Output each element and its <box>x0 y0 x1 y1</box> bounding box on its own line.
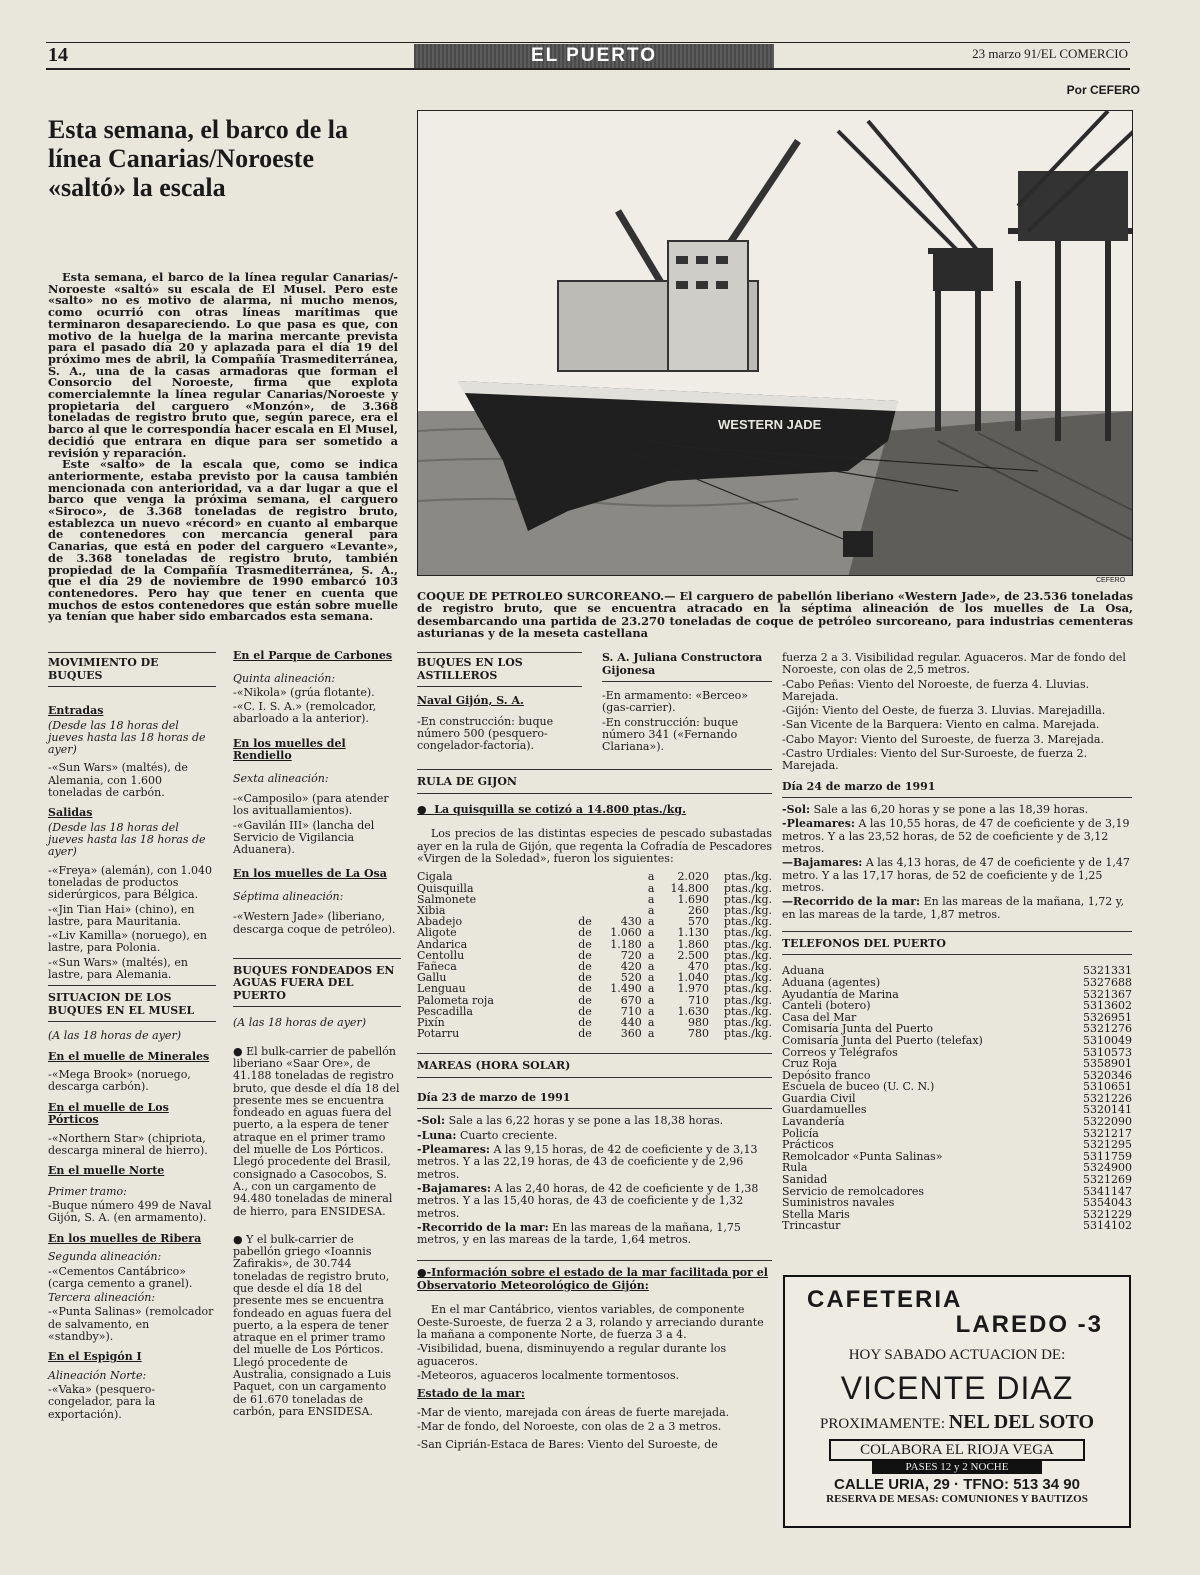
price-to: 1.630 <box>677 1004 709 1018</box>
price-unit: ptas./kg. <box>723 1004 772 1018</box>
price-species: Pescadilla <box>417 1004 473 1018</box>
price-row <box>417 905 772 916</box>
price-to: 470 <box>687 960 709 973</box>
info-title: ●-Información sobre el estado de la mar facilitada por el Observatorio Meteorológico de Gijón: <box>417 1266 768 1292</box>
lead-paragraph: Este «salto» de la escala que, como se indica anteriormente, estaba previsto por la causa también mencionada con anterioridad, va a dar lugar a que el barco que venga la próxima semana, el carguero «Siroco», de 3.368 toneladas de registro bruto, establezca un nuevo «récord» en cuanto al embarque de contenedores con mercancía general para Canarias, que está en poder del carguero «Levante», de 3.368 toneladas de registro bruto, también propiedad de la Compañía Trasmediterránea, S. A., que el día 29 de noviembre de 1990 embarcó 103 contenedores. Pero hay que tener en cuenta que muchos de estos contenedores que están sobre muelle ya tenían que haber sido embarcados esta semana. <box>48 457 398 624</box>
ad-line1: CAFETERIA <box>807 1286 963 1313</box>
salida-item: -«Liv Kamilla» (noruego), en lastre, para Polonia. <box>48 929 207 955</box>
ad-pases: PASES 12 y 2 NOCHE <box>872 1461 1042 1474</box>
tide-entry <box>782 804 1132 816</box>
rula-intro: Los precios de las distintas especies de pescado subastadas ayer en la rula de Gijón, que regenta la Cofradía de Pescadores «Virgen de la Soledad», fueron los siguientes: <box>417 827 772 866</box>
price-a: a <box>647 892 655 906</box>
phone-table <box>782 965 1132 1232</box>
ad-artist: VICENTE DIAZ <box>840 1370 1074 1406</box>
price-unit: ptas./kg. <box>723 971 772 985</box>
parque-item: -«Nikola» (grúa flotante). <box>233 685 375 699</box>
osa-item: -«Western Jade» (liberiano, descarga coque de petróleo). <box>233 910 396 936</box>
price-de <box>572 871 597 882</box>
estado-title: Estado de la mar: <box>417 1387 525 1401</box>
price-to: 980 <box>687 1016 709 1030</box>
price-to: 2.500 <box>677 948 709 962</box>
phone-service: Guardamuelles <box>782 1103 867 1117</box>
porticos-title: En el muelle de Los Pórticos <box>48 1100 169 1127</box>
phone-number: 5310651 <box>1083 1080 1132 1094</box>
ribera-item: -«Cementos Cantábrico» (carga cemento a granel). <box>48 1264 193 1290</box>
phone-service: Escuela de buceo (U. C. N.) <box>782 1080 935 1094</box>
lead-article <box>48 272 398 623</box>
price-row <box>417 1017 772 1028</box>
phone-number: 5321331 <box>1083 964 1132 978</box>
price-species: Cigala <box>417 870 453 884</box>
price-from: 360 <box>620 1027 642 1041</box>
rula-headline: ● La quisquilla se cotizó a 14.800 ptas./kg. <box>417 802 686 816</box>
phone-service: Remolcador «Punta Salinas» <box>782 1149 943 1163</box>
header-bottom-rule <box>46 68 1130 70</box>
juliana-item: -En armamento: «Berceo» (gas-carrier). <box>602 689 749 715</box>
phone-number: 5321269 <box>1083 1173 1132 1187</box>
price-a: a <box>647 982 655 996</box>
price-de <box>572 894 597 905</box>
entradas-title: Entradas <box>48 704 104 717</box>
byline: Por CEFERO <box>1066 83 1140 97</box>
salidas-title: Salidas <box>48 806 93 820</box>
fondeados-note: (A las 18 horas de ayer) <box>233 1016 366 1030</box>
column-mareas <box>782 652 1132 1232</box>
tide-entry <box>782 857 1132 894</box>
tide-label: -Bajamares: <box>417 1181 491 1195</box>
price-to: 2.020 <box>677 870 709 884</box>
rendiello-sub: Sexta alineación: <box>233 771 329 785</box>
estado-cont: fuerza 2 a 3. Visibilidad regular. Aguaceros. Mar de fondo del Noroeste, con olas de 2,5 metros. <box>782 651 1126 677</box>
ribera-sub: Tercera alineación: <box>48 1291 156 1305</box>
price-unit: ptas./kg. <box>723 937 772 951</box>
tide-text: A las 9,15 horas, de 42 de coeficiente y de 3,13 metros. Y a las 22,19 horas, de 43 de coeficiente y de 2,96 metros. <box>417 1143 758 1181</box>
price-a: a <box>647 948 655 962</box>
dia24-title: Día 24 de marzo de 1991 <box>782 779 936 793</box>
estado-item: -San Ciprián-Estaca de Bares: Viento del Suroeste, de <box>417 1438 718 1452</box>
price-unit: ptas./kg. <box>723 1027 772 1041</box>
norte-title: En el muelle Norte <box>48 1164 165 1178</box>
salida-item: -«Sun Wars» (maltés), en lastre, para Alemania. <box>48 955 188 982</box>
phone-service: Suministros navales <box>782 1196 895 1210</box>
tide-entry <box>417 1115 772 1127</box>
phone-number: 5310573 <box>1083 1045 1132 1059</box>
tide-text: En las mareas de la mañana, 1,72 y, en las mareas de la tarde, 1,87 metros. <box>782 895 1125 921</box>
phone-row <box>782 1116 1132 1128</box>
tide-text: Sale a las 6,22 horas y se pone a las 18,38 horas. <box>448 1114 724 1128</box>
price-from: 710 <box>620 1004 642 1018</box>
ribera-title: En los muelles de Ribera <box>48 1231 202 1245</box>
phone-number: 5326951 <box>1083 1010 1132 1024</box>
phone-row <box>782 1058 1132 1070</box>
espigon-title: En el Espigón I <box>48 1350 142 1364</box>
phone-service: Comisaría Junta del Puerto <box>782 1022 933 1036</box>
photo-caption: COQUE DE PETROLEO SURCOREANO.— El carguero de pabellón liberiano «Western Jade», de 23.536 toneladas de registro bruto, que se encuentra atracado en la séptima alineación de los muelles de La Osa, desembarcando una partida de 23.270 toneladas de coque de petróleo surcoreano, para industrias cementeras asturianas y de la meseta castellana <box>417 589 1133 641</box>
tide-entry <box>782 896 1132 921</box>
rendiello-title: En los muelles del Rendiello <box>233 736 346 763</box>
price-row <box>417 1006 772 1017</box>
phone-number: 5321229 <box>1083 1207 1132 1221</box>
estado-cont: -Cabo Peñas: Viento del Noroeste, de fuerza 4. Lluvias. Marejada. <box>782 677 1090 703</box>
phone-service: Rula <box>782 1161 808 1175</box>
price-from: 1.490 <box>610 982 642 996</box>
naval-title: Naval Gijón, S. A. <box>417 694 524 707</box>
salidas-note: (Desde las 18 horas del jueves hasta las 18 horas de ayer) <box>48 820 206 859</box>
phone-service: Servicio de remolcadores <box>782 1184 925 1198</box>
fondeados-title: BUQUES FONDEADOS EN AGUAS FUERA DEL PUERTO <box>233 958 401 1003</box>
price-species: Palometa roja <box>417 993 494 1007</box>
price-de: de <box>578 971 592 985</box>
price-from <box>598 871 642 882</box>
phone-service: Trincastur <box>782 1219 841 1233</box>
fondeado-item: ● Y el bulk-carrier de pabellón griego «Ioannis Zafirakis», de 30.744 toneladas de registro bruto, que desde el día 18 del presente mes se encuentra fondeado en aguas fuera del puerto, a la espera de tener atraque en el primer tramo del muelle de Los Pórticos. Llegó procedente de Australia, consignado a Luis Paquet, con un cargamento de 61.670 toneladas de carbón, para ENSIDESA. <box>233 1232 392 1418</box>
estado-item: -Mar de viento, marejada con áreas de fuerte marejada. <box>417 1405 730 1419</box>
price-species: Fañeca <box>417 960 457 973</box>
phone-service: Depósito franco <box>782 1068 871 1082</box>
phone-service: Casa del Mar <box>782 1010 857 1024</box>
price-de: de <box>578 960 592 973</box>
price-to: 710 <box>687 993 709 1007</box>
price-a: a <box>647 971 655 985</box>
espigon-sub: Alineación Norte: <box>48 1368 147 1382</box>
price-from: 440 <box>620 1016 642 1030</box>
phone-row <box>782 977 1132 989</box>
price-de: de <box>578 982 592 996</box>
parque-title: En el Parque de Carbones <box>233 649 393 662</box>
price-unit: ptas./kg. <box>723 993 772 1007</box>
mareas-title: MAREAS (HORA SOLAR) <box>417 1053 772 1073</box>
info-text: En el mar Cantábrico, vientos variables, de componente Oeste-Suroeste, de fuerza 2 a 3, rolando y arreciando durante la mañana a componente Norte, de fuerza 3 a 4. <box>417 1303 764 1341</box>
tide-label: -Sol: <box>782 803 811 817</box>
ship-illustration <box>418 111 1133 576</box>
phone-number: 5321217 <box>1083 1126 1132 1140</box>
price-row <box>417 972 772 983</box>
estado-item: -Mar de fondo, del Noroeste, con olas de 2 a 3 metros. <box>417 1419 722 1433</box>
column-parque <box>233 650 401 1418</box>
price-unit: ptas./kg. <box>723 892 772 906</box>
price-species: Salmonete <box>417 892 477 906</box>
price-a: a <box>647 915 655 929</box>
price-to: 14.800 <box>670 881 709 895</box>
phone-number: 5321295 <box>1083 1138 1132 1152</box>
price-from: 520 <box>620 971 642 985</box>
tide-text: Cuarto creciente. <box>459 1128 558 1142</box>
price-row <box>417 939 772 950</box>
salida-item: -«Freya» (alemán), con 1.040 toneladas de productos siderúrgicos, para Bélgica. <box>48 863 212 902</box>
dia23-title: Día 23 de marzo de 1991 <box>417 1090 571 1104</box>
price-species: Potarru <box>417 1027 460 1041</box>
price-unit: ptas./kg. <box>723 870 772 884</box>
ribera-item: -«Punta Salinas» (remolcador de salvamento, en «standby»). <box>48 1305 214 1343</box>
price-species: Xibia <box>417 903 446 917</box>
hull-name: WESTERN JADE <box>718 417 822 432</box>
price-to: 1.690 <box>677 892 709 906</box>
price-species: Quisquilla <box>417 881 474 895</box>
price-row <box>417 916 772 927</box>
phone-service: Correos y Telégrafos <box>782 1045 898 1059</box>
ad-line2: LAREDO -3 <box>955 1311 1103 1338</box>
phone-row <box>782 1220 1132 1232</box>
dia24-list <box>782 804 1132 921</box>
phone-number: 5354043 <box>1083 1196 1132 1210</box>
ad-address: CALLE URIA, 29 · TFNO: 513 34 90 <box>834 1476 1080 1493</box>
estado-cont: -San Vicente de la Barquera: Viento en calma. Marejada. <box>782 718 1100 732</box>
price-species: Gallu <box>417 971 447 985</box>
price-to: 1.040 <box>677 971 709 985</box>
price-unit: ptas./kg. <box>723 960 772 973</box>
price-from <box>598 883 642 894</box>
bullet-icon: ● <box>233 1044 247 1058</box>
price-row <box>417 950 772 961</box>
phone-service: Stella Maris <box>782 1207 850 1221</box>
rendiello-item: -«Gavilán III» (lancha del Servicio de Vigilancia Aduanera). <box>233 818 375 857</box>
price-from <box>598 894 642 905</box>
phone-row <box>782 1128 1132 1140</box>
price-unit: ptas./kg. <box>723 948 772 962</box>
price-from: 720 <box>620 948 642 962</box>
phone-number: 5322090 <box>1083 1115 1132 1129</box>
phone-row <box>782 1035 1132 1047</box>
price-de: de <box>578 993 592 1007</box>
column-astilleros <box>417 652 772 1452</box>
ad-sub1: HOY SABADO ACTUACION DE: <box>848 1347 1066 1363</box>
phone-number: 5321367 <box>1083 987 1132 1001</box>
headline: Esta semana, el barco de la línea Canarias/Noroeste «saltó» la escala <box>48 115 348 202</box>
phone-number: 5320141 <box>1083 1103 1132 1117</box>
price-a: a <box>647 937 655 951</box>
juliana-item: -En construcción: buque número 341 («Fernando Clariana»). <box>602 715 739 754</box>
price-unit: ptas./kg. <box>723 881 772 895</box>
phone-service: Guardia Civil <box>782 1091 856 1105</box>
dia23-list <box>417 1115 772 1246</box>
phone-number: 5327688 <box>1083 975 1132 989</box>
phone-service: Aduana <box>782 964 825 978</box>
phone-service: Cruz Roja <box>782 1057 837 1071</box>
tide-entry <box>417 1183 772 1220</box>
estado-cont: -Cabo Mayor: Viento del Suroeste, de fuerza 3. Marejada. <box>782 732 1104 746</box>
price-a: a <box>647 993 655 1007</box>
tide-text: A las 10,55 horas, de 47 de coeficiente y de 3,19 metros. Y a las 23,52 horas, de 52 de coeficiente y de 3,12 metros. <box>782 817 1130 856</box>
phone-number: 5311759 <box>1083 1149 1132 1163</box>
page-number: 14 <box>48 44 68 66</box>
tide-label: -Luna: <box>417 1128 457 1142</box>
parque-item: -«C. I. S. A.» (remolcador, abarloado a la anterior). <box>233 700 377 726</box>
phone-service: Ayudantía de Marina <box>782 987 899 1001</box>
section-title: EL PUERTO <box>414 44 774 68</box>
price-unit: ptas./kg. <box>723 903 772 917</box>
price-a: a <box>647 1004 655 1018</box>
astilleros-title: BUQUES EN LOS ASTILLEROS <box>417 656 523 682</box>
price-a: a <box>647 926 655 940</box>
juliana-title: S. A. Juliana Constructora Gijonesa <box>602 651 763 677</box>
price-row <box>417 894 772 905</box>
rula-title: RULA DE GIJON <box>417 769 772 789</box>
price-row <box>417 983 772 994</box>
price-de: de <box>578 1016 592 1030</box>
price-de: de <box>578 937 592 951</box>
phone-number: 5321226 <box>1083 1091 1132 1105</box>
phone-service: Policía <box>782 1126 819 1140</box>
phone-row <box>782 1162 1132 1174</box>
price-to: 1.130 <box>677 926 709 940</box>
phone-number: 5310049 <box>1083 1033 1132 1047</box>
phone-number: 5313602 <box>1083 999 1132 1013</box>
price-unit: ptas./kg. <box>723 1016 772 1030</box>
ad-prox: PROXIMAMENTE: NEL DEL SOTO <box>819 1411 1095 1433</box>
price-a: a <box>647 870 655 884</box>
price-unit: ptas./kg. <box>723 926 772 940</box>
tide-label: -Pleamares: <box>417 1143 490 1157</box>
minerales-title: En el muelle de Minerales <box>48 1049 210 1063</box>
ad-reservations: RESERVA DE MESAS: COMUNIONES Y BAUTIZOS <box>826 1493 1088 1505</box>
tide-text: A las 4,13 horas, de 47 de coeficiente y de 1,47 metro. Y a las 17,17 horas, de 52 de coeficiente y de 1,25 metros. <box>782 856 1130 894</box>
price-from: 420 <box>620 960 642 973</box>
rendiello-item: -«Camposilo» (para atender los avituallamientos). <box>233 791 389 818</box>
tide-label: -Recorrido de la mar: <box>417 1220 549 1234</box>
phone-number: 5324900 <box>1083 1161 1132 1175</box>
situacion-title: SITUACION DE LOS BUQUES EN EL MUSEL <box>48 991 195 1017</box>
entrada-item: -«Sun Wars» (maltés), de Alemania, con 1.600 toneladas de carbón. <box>48 761 188 799</box>
info-visibility: -Visibilidad, buena, disminuyendo a regular durante los aguaceros. <box>417 1342 727 1368</box>
situacion-note: (A las 18 horas de ayer) <box>48 1029 181 1043</box>
estado-cont: -Castro Urdiales: Viento del Sur-Suroeste, de fuerza 2. Marejada. <box>782 747 1088 773</box>
price-de: de <box>578 926 592 940</box>
price-to: 260 <box>687 903 709 917</box>
osa-sub: Séptima alineación: <box>233 889 344 903</box>
porticos-item: -«Northern Star» (chipriota, descarga mineral de hierro). <box>48 1131 208 1158</box>
tide-label: —Bajamares: <box>782 856 863 870</box>
phone-service: Aduana (agentes) <box>782 975 881 989</box>
cafeteria-ad <box>783 1275 1131 1528</box>
price-a: a <box>647 1027 655 1041</box>
price-row <box>417 871 772 882</box>
phone-number: 5314102 <box>1083 1219 1132 1233</box>
bullet-icon: ● <box>233 1232 247 1246</box>
tide-entry <box>417 1222 772 1247</box>
price-a: a <box>647 881 655 895</box>
phone-service: Comisaría Junta del Puerto (telefax) <box>782 1033 983 1047</box>
tide-text: En las mareas de la mañana, 1,75 metros, y en las mareas de la tarde, 1,64 metros. <box>417 1220 741 1247</box>
price-row <box>417 1028 772 1039</box>
norte-sub: Primer tramo: <box>48 1184 127 1198</box>
phone-number: 5320346 <box>1083 1068 1132 1082</box>
price-a: a <box>647 903 655 917</box>
estado-cont: -Gijón: Viento del Oeste, de fuerza 3. Lluvias. Marejadilla. <box>782 704 1106 718</box>
tide-label: —Recorrido de la mar: <box>782 895 921 909</box>
price-row <box>417 961 772 972</box>
price-species: Pixín <box>417 1016 445 1030</box>
ship-photo <box>417 110 1133 576</box>
issue-date: 23 marzo 91/EL COMERCIO <box>972 46 1128 61</box>
phone-service: Lavandería <box>782 1115 845 1129</box>
espigon-item: -«Vaka» (pesquero-congelador, para la exportación). <box>48 1383 156 1421</box>
tide-text: A las 2,40 horas, de 42 de coeficiente y de 1,38 metros. Y a las 15,40 horas, de 43 de coeficiente y de 1,32 metros. <box>417 1181 759 1220</box>
tide-entry <box>782 818 1132 855</box>
price-to: 780 <box>687 1027 709 1041</box>
ad-colabora: COLABORA EL RIOJA VEGA <box>829 1439 1085 1461</box>
fondeado-item: ● El bulk-carrier de pabellón liberiano «Saar Ore», de 41.188 toneladas de registro bruto, que desde el día 18 del presente mes se encuentra fondeado en aguas fuera del puerto, a la espera de tener atraque en el primer tramo del muelle de Los Pórticos. Llegó procedente del Brasil, consignado a Casocobos, S. A., con un cargamento de 94.480 toneladas de mineral de hierro, para ENSIDESA. <box>233 1044 400 1218</box>
price-row <box>417 927 772 938</box>
parque-sub: Quinta alineación: <box>233 671 336 685</box>
naval-item: -En construcción: buque número 500 (pesquero-congelador-factoría). <box>417 714 554 753</box>
price-de: de <box>578 1004 592 1018</box>
salida-item: -«Jin Tian Hai» (chino), en lastre, para Mauritania. <box>48 902 195 928</box>
price-from: 1.180 <box>610 937 642 951</box>
price-species: Centollu <box>417 948 465 962</box>
info-meteors: -Meteoros, aguaceros localmente tormentosos. <box>417 1368 680 1382</box>
telefonos-title: TELEFONOS DEL PUERTO <box>782 931 1132 951</box>
norte-item: -Buque número 499 de Naval Gijón, S. A. (en armamento). <box>48 1199 212 1225</box>
bullet-icon: ● <box>417 802 435 816</box>
lead-paragraph: Esta semana, el barco de la línea regular Canarias/-Noroeste «saltó» su escala de El Musel. Pero este «salto» no es motivo de alarma, ni mucho menos, como ocurrió con otras líneas marítimas que terminaron desapareciendo. Lo que pasa es que, con motivo de la huelga de la marina mercante prevista para el pasado día 20 y aplazada para el día 19 del próximo mes de abril, la Compañía Trasmediterránea, S. A., una de la casas armadoras que forman el Consorcio del Noroeste, firma que explota comercialemnte la línea regular Canarias/Noroeste y propietaria del carguero «Monzón», de 3.368 toneladas de registro bruto que, según parece, era el barco al que le correspondía hacer escala en El Musel, decidió que entrara en dique para ser sometido a revisión y reparación. <box>48 270 398 460</box>
phone-number: 5341147 <box>1083 1184 1132 1198</box>
price-unit: ptas./kg. <box>723 982 772 996</box>
phone-row <box>782 1000 1132 1012</box>
tide-entry <box>417 1144 772 1181</box>
minerales-item: -«Mega Brook» (noruego, descarga carbón). <box>48 1068 191 1094</box>
phone-row <box>782 1174 1132 1186</box>
price-de <box>572 883 597 894</box>
price-species: Aligote <box>417 926 457 940</box>
price-a: a <box>647 960 655 973</box>
price-table <box>417 871 772 1039</box>
osa-title: En los muelles de La Osa <box>233 867 387 881</box>
price-unit: ptas./kg. <box>723 915 772 929</box>
phone-number: 5321276 <box>1083 1022 1132 1036</box>
tide-label: -Sol: <box>417 1114 446 1128</box>
price-to: 1.970 <box>677 982 709 996</box>
price-from: 670 <box>620 993 642 1007</box>
header-top-rule <box>46 42 1130 43</box>
price-species: Andarica <box>417 937 468 951</box>
phone-service: Sanidad <box>782 1173 828 1187</box>
tide-entry <box>417 1130 772 1142</box>
price-from: 430 <box>620 915 642 929</box>
phone-service: Canteli (botero) <box>782 999 871 1013</box>
price-species: Abadejo <box>417 915 463 929</box>
ribera-sub: Segunda alineación: <box>48 1250 162 1264</box>
price-species: Lenguau <box>417 982 466 996</box>
bullet-icon: ● <box>417 1266 427 1280</box>
tide-text: Sale a las 6,20 horas y se pone a las 18,39 horas. <box>813 803 1089 817</box>
price-to: 570 <box>687 915 709 929</box>
price-to: 1.860 <box>677 937 709 951</box>
phone-number: 5358901 <box>1083 1057 1132 1071</box>
price-de: de <box>578 1027 592 1041</box>
price-de: de <box>578 915 592 929</box>
phone-service: Prácticos <box>782 1138 834 1152</box>
price-a: a <box>647 1016 655 1030</box>
phone-row <box>782 1151 1132 1163</box>
column-movimiento <box>48 652 216 1421</box>
photo-credit: CEFERO <box>1096 577 1126 584</box>
movimiento-title: MOVIMIENTO DE BUQUES <box>48 656 159 682</box>
price-from: 1.060 <box>610 926 642 940</box>
entradas-note: (Desde las 18 horas del jueves hasta las 18 horas de ayer) <box>48 718 206 757</box>
tide-label: -Pleamares: <box>782 817 855 831</box>
price-de: de <box>578 948 592 962</box>
